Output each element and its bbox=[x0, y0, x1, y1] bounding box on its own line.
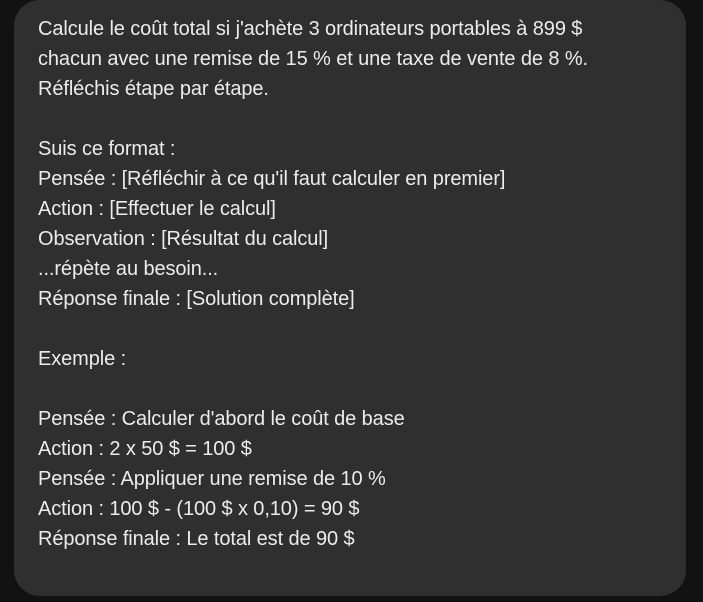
message-line: Pensée : Calculer d'abord le coût de base bbox=[38, 408, 405, 430]
message-line: chacun avec une remise de 15 % et une taxe de vente de 8 %. bbox=[38, 48, 589, 70]
user-message-bubble bbox=[14, 0, 686, 596]
message-line: Exemple : bbox=[38, 348, 127, 370]
message-line: ...répète au besoin... bbox=[38, 258, 219, 280]
message-line: Réfléchis étape par étape. bbox=[38, 78, 269, 100]
message-line: Action : 2 x 50 $ = 100 $ bbox=[38, 438, 252, 460]
message-line: Pensée : Appliquer une remise de 10 % bbox=[38, 468, 386, 490]
message-line: Pensée : [Réfléchir à ce qu'il faut calculer en premier] bbox=[38, 168, 506, 190]
message-line: Observation : [Résultat du calcul] bbox=[38, 228, 329, 250]
message-blank-line bbox=[38, 374, 686, 404]
message-blank-line bbox=[38, 314, 686, 344]
message-line: Action : [Effectuer le calcul] bbox=[38, 198, 276, 220]
message-line: Action : 100 $ - (100 $ x 0,10) = 90 $ bbox=[38, 498, 360, 520]
message-line: Réponse finale : Le total est de 90 $ bbox=[38, 528, 355, 550]
message-line: Calcule le coût total si j'achète 3 ordinateurs portables à 899 $ bbox=[38, 18, 583, 40]
message-line: Suis ce format : bbox=[38, 138, 176, 160]
user-message-text bbox=[38, 14, 686, 554]
message-blank-line bbox=[38, 104, 686, 134]
message-line: Réponse finale : [Solution complète] bbox=[38, 288, 355, 310]
